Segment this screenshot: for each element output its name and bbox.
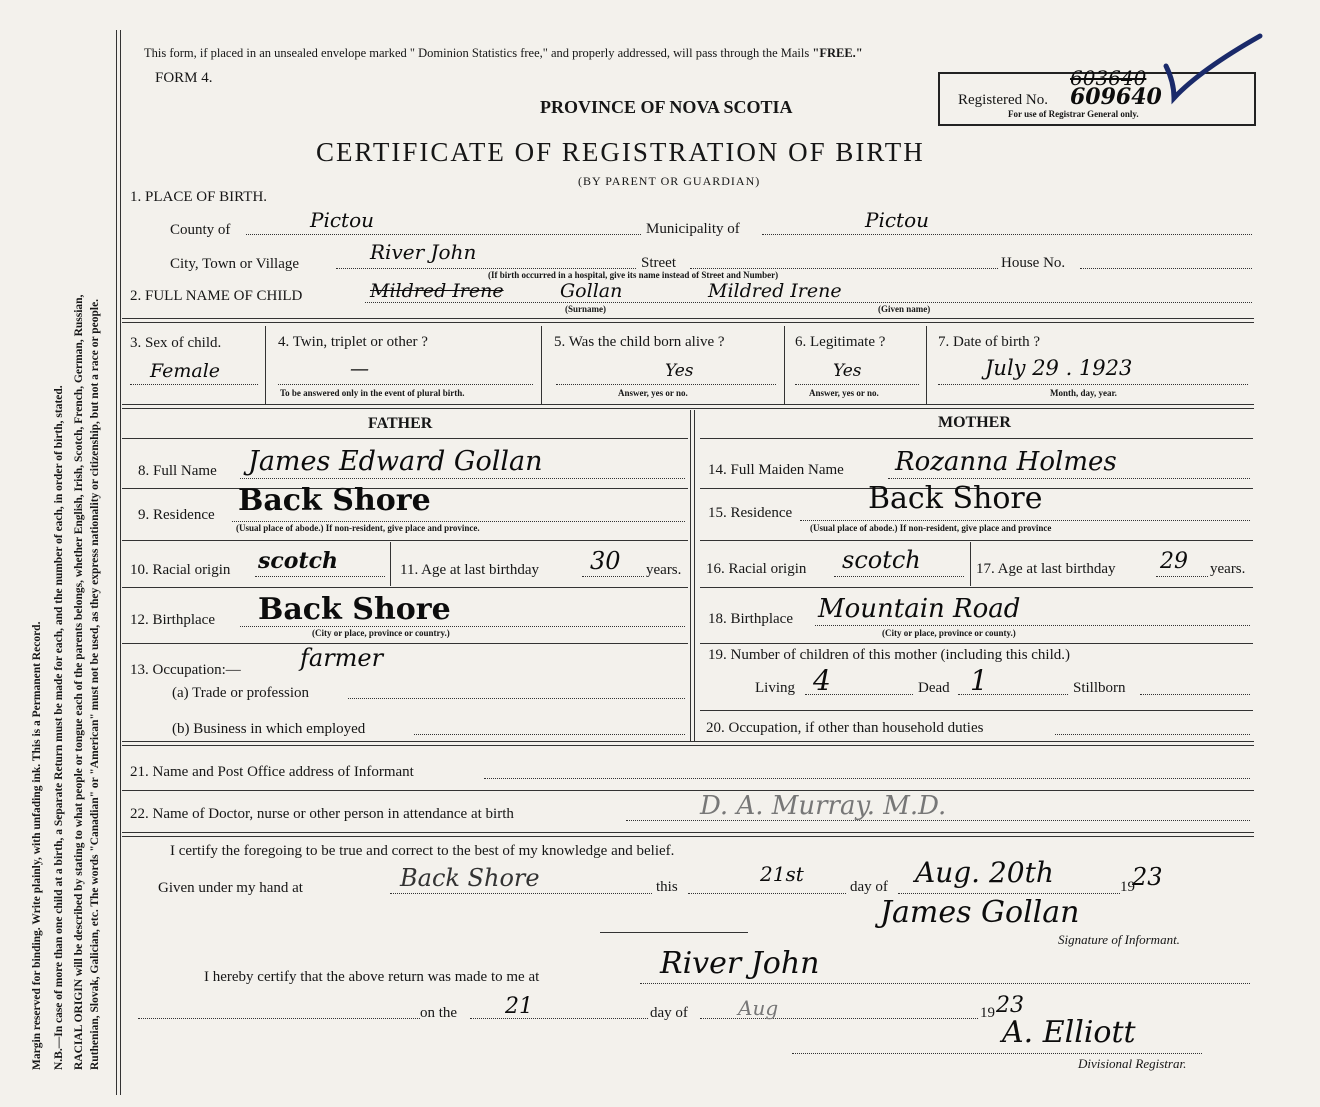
child-surname: Gollan <box>560 280 623 302</box>
page-subtitle: (BY PARENT OR GUARDIAN) <box>578 174 761 188</box>
twin-value: — <box>350 358 369 380</box>
registrar-day-value: Aug <box>738 996 779 1020</box>
surname-caption: (Surname) <box>565 304 606 314</box>
house-label: House No. <box>1001 255 1066 271</box>
county-label: County of <box>170 222 231 238</box>
municipality-label: Municipality of <box>646 221 740 237</box>
form-number: FORM 4. <box>155 70 213 86</box>
child-name-label: 2. FULL NAME OF CHILD <box>130 288 303 304</box>
registrar-year-prefix: 19 <box>980 1005 995 1021</box>
father-occ-value: farmer <box>300 644 384 672</box>
twin-note: To be answered only in the event of plural birth. <box>280 388 465 398</box>
day-of-value: Aug. 20th <box>915 856 1054 889</box>
dob-value: July 29 . 1923 <box>985 356 1133 380</box>
mother-res-note: (Usual place of abode.) If non-resident, give place and province <box>810 523 1052 533</box>
child-name-line <box>365 302 1252 303</box>
father-res-label: 9. Residence <box>138 507 215 523</box>
margin-line-racial-2: Ruthenian, Slovak, Galician, etc. The words "Canadian" or "American" must not be used, as they express nationality or citizenship, but not a race or people. <box>89 298 101 1070</box>
county-value: Pictou <box>310 208 375 232</box>
father-heading: FATHER <box>368 415 433 432</box>
registrar-place: River John <box>660 946 820 981</box>
mother-bp-label: 18. Birthplace <box>708 611 793 627</box>
registered-old-number: 603640 <box>1070 66 1147 90</box>
day-of-label: day of <box>850 879 888 895</box>
father-age-years: years. <box>646 562 682 578</box>
on-the-label: on the <box>420 1005 458 1021</box>
margin-line-nb: N.B.—In case of more than one child at a birth, a Separate Return must be made for each, and the number of each, in order of birth, stated. <box>53 385 65 1070</box>
father-res-value: Back Shore <box>238 483 431 518</box>
county-line <box>246 234 641 235</box>
mother-age-label: 17. Age at last birthday <box>976 561 1116 577</box>
city-value: River John <box>370 240 477 264</box>
mother-res-value: Back Shore <box>868 481 1043 516</box>
street-line <box>690 268 998 269</box>
father-res-note: (Usual place of abode.) If non-resident, give place and province. <box>236 523 480 533</box>
year-value: 23 <box>1132 863 1163 891</box>
municipality-value: Pictou <box>865 208 930 232</box>
registered-label: Registered No. <box>958 92 1048 108</box>
mother-bp-note: (City or place, province or county.) <box>882 628 1016 638</box>
registrar-caption: Divisional Registrar. <box>1078 1056 1187 1071</box>
registrar-signature: A. Elliott <box>1002 1015 1136 1050</box>
mother-age-value: 29 <box>1160 549 1188 574</box>
father-bp-value: Back Shore <box>258 592 451 627</box>
mother-dead-label: Dead <box>918 680 950 696</box>
legit-value: Yes <box>833 361 862 381</box>
sex-value: Female <box>150 360 221 382</box>
margin-line-racial: RACIAL ORIGIN will be described by stating to what people or tongue each of the parents belongs, whether English, Irish, Scotch, French, German, Russian, <box>73 294 85 1070</box>
given-place: Back Shore <box>400 864 540 892</box>
this-label: this <box>656 879 678 895</box>
dob-label: 7. Date of birth ? <box>938 334 1041 350</box>
section-divider <box>122 318 1254 323</box>
place-heading: 1. PLACE OF BIRTH. <box>130 189 268 205</box>
mother-stillborn-label: Stillborn <box>1073 680 1126 696</box>
father-age-label: 11. Age at last birthday <box>400 562 539 578</box>
registrar-statement: I hereby certify that the above return was made to me at <box>204 969 540 985</box>
father-occ-label: 13. Occupation:— <box>130 662 241 678</box>
doctor-value: D. A. Murray. M.D. <box>700 791 947 821</box>
mother-dead-value: 1 <box>970 664 988 697</box>
check-mark-icon <box>1160 30 1270 110</box>
mother-age-years: years. <box>1210 561 1246 577</box>
mail-note: This form, if placed in an unsealed envelope marked " Dominion Statistics free," and properly addressed, will pass through the Mails "FREE." <box>144 46 863 60</box>
father-race-value: scotch <box>258 548 339 574</box>
mother-living-label: Living <box>755 680 795 696</box>
alive-label: 5. Was the child born alive ? <box>554 334 725 350</box>
mother-race-value: scotch <box>842 546 921 574</box>
father-trade-label: (a) Trade or profession <box>172 685 310 701</box>
father-race-label: 10. Racial origin <box>130 562 231 578</box>
mother-bp-value: Mountain Road <box>818 594 1021 624</box>
margin-line-binding: Margin reserved for binding. Write plainly, with unfading ink. This is a Permanent Record. <box>31 621 43 1070</box>
city-line <box>336 268 636 269</box>
father-name-label: 8. Full Name <box>138 463 217 479</box>
father-business-label: (b) Business in which employed <box>172 721 366 737</box>
registrar-note: For use of Registrar General only. <box>1008 109 1139 119</box>
legit-label: 6. Legitimate ? <box>795 334 886 350</box>
mother-name-value: Rozanna Holmes <box>895 447 1117 477</box>
municipality-line <box>762 234 1252 235</box>
legit-note: Answer, yes or no. <box>809 388 879 398</box>
margin-divider-2 <box>120 30 121 1095</box>
alive-value: Yes <box>665 361 694 381</box>
province-heading: PROVINCE OF NOVA SCOTIA <box>540 97 793 117</box>
hospital-note: (If birth occurred in a hospital, give its name instead of Street and Number) <box>488 270 779 280</box>
child-given-name: Mildred Irene <box>708 280 842 302</box>
sex-label: 3. Sex of child. <box>130 335 222 351</box>
page-title: CERTIFICATE OF REGISTRATION OF BIRTH <box>316 137 925 167</box>
mother-occ-label: 20. Occupation, if other than household duties <box>706 720 984 736</box>
given-label: Given under my hand at <box>158 880 303 896</box>
mother-living-value: 4 <box>813 664 831 697</box>
father-name-value: James Edward Gollan <box>248 446 543 477</box>
informant-signature: James Gollan <box>880 895 1080 930</box>
mother-race-label: 16. Racial origin <box>706 561 807 577</box>
twin-label: 4. Twin, triplet or other ? <box>278 334 428 350</box>
mother-heading: MOTHER <box>938 414 1011 431</box>
informant-label: 21. Name and Post Office address of Informant <box>130 764 414 780</box>
street-label: Street <box>641 255 676 271</box>
father-bp-label: 12. Birthplace <box>130 612 215 628</box>
dob-note: Month, day, year. <box>1050 388 1117 398</box>
doctor-label: 22. Name of Doctor, nurse or other person in attendance at birth <box>130 806 514 822</box>
certify-statement: I certify the foregoing to be true and correct to the best of my knowledge and belief. <box>170 843 675 859</box>
mother-children-label: 19. Number of children of this mother (including this child.) <box>708 647 1071 663</box>
this-value: 21st <box>760 862 804 886</box>
given-caption: (Given name) <box>878 304 931 314</box>
signature-caption: Signature of Informant. <box>1058 932 1180 947</box>
registrar-year-value: 23 <box>996 993 1024 1018</box>
registrar-day-label: day of <box>650 1005 688 1021</box>
registered-number: 609640 <box>1070 84 1162 110</box>
mother-res-label: 15. Residence <box>708 505 793 521</box>
margin-divider <box>116 30 117 1095</box>
alive-note: Answer, yes or no. <box>618 388 688 398</box>
house-line <box>1080 268 1252 269</box>
mother-name-label: 14. Full Maiden Name <box>708 462 844 478</box>
year-prefix: 19 <box>1120 879 1135 895</box>
on-the-value: 21 <box>505 994 533 1019</box>
father-age-value: 30 <box>590 547 621 575</box>
city-label: City, Town or Village <box>170 256 300 272</box>
father-bp-note: (City or place, province or country.) <box>312 628 450 638</box>
child-name-struck: Mildred Irene <box>370 280 504 302</box>
